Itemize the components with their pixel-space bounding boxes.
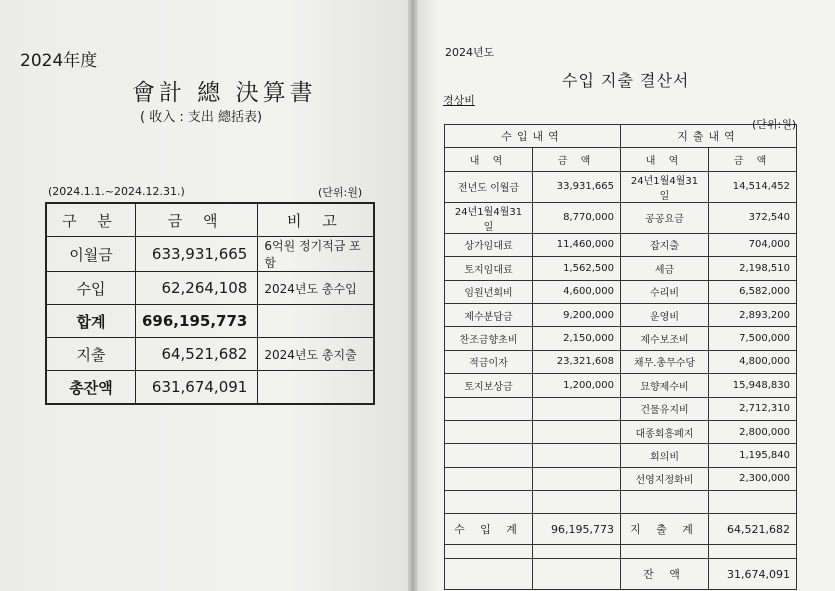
- income-amount: 8,770,000: [533, 202, 621, 233]
- income-amount: 33,931,665: [533, 171, 621, 202]
- expense-amount: 372,540: [709, 202, 797, 233]
- expense-item: 채무.총무수당: [621, 350, 709, 373]
- expense-amount: 2,198,510: [709, 257, 797, 280]
- summary-header-row: [46, 203, 374, 237]
- income-item: [445, 491, 533, 514]
- right-year: 2024년도: [445, 46, 495, 59]
- detail-row: [445, 280, 797, 303]
- book-gutter: [408, 0, 418, 591]
- expense-item: 대종회흥폐지: [621, 420, 709, 443]
- summary-row: [46, 338, 374, 371]
- income-amount: [533, 397, 621, 420]
- income-amount: 4,600,000: [533, 280, 621, 303]
- income-amount: [533, 420, 621, 443]
- income-item: 토지임대료: [445, 257, 533, 280]
- row-amount: 64,521,682: [136, 338, 258, 371]
- detail-row: [445, 444, 797, 467]
- expense-item: 운영비: [621, 303, 709, 326]
- detail-row: [445, 327, 797, 350]
- detail-row: [445, 420, 797, 443]
- income-amount-header: 금 액: [533, 148, 621, 171]
- income-amount: [533, 467, 621, 490]
- left-unit: (단위:원): [318, 186, 363, 199]
- income-total-label: 수 입 계: [445, 514, 533, 545]
- expense-amount-header: 금 액: [709, 148, 797, 171]
- expense-item: 세금: [621, 257, 709, 280]
- row-label: 총잔액: [46, 371, 136, 405]
- expense-amount: 2,800,000: [709, 420, 797, 443]
- detail-row: [445, 374, 797, 397]
- row-label: 합계: [46, 305, 136, 338]
- expense-item: 건물유지비: [621, 397, 709, 420]
- expense-item: 수리비: [621, 280, 709, 303]
- empty-cell: [533, 545, 621, 559]
- empty-cell: [445, 545, 533, 559]
- expense-amount: 15,948,830: [709, 374, 797, 397]
- income-item: 24년1월4월31일: [445, 202, 533, 233]
- expense-item-header: 내 역: [621, 148, 709, 171]
- detail-row: [445, 202, 797, 233]
- expense-amount: 7,500,000: [709, 327, 797, 350]
- left-subtitle: ( 收入 : 支出 總括表): [140, 110, 263, 125]
- row-note: 2024년도 총수입: [258, 272, 375, 305]
- income-item: 전년도 이월금: [445, 171, 533, 202]
- row-note: [258, 371, 375, 405]
- expense-amount: 2,300,000: [709, 467, 797, 490]
- expense-amount: [709, 491, 797, 514]
- row-label: 이월금: [46, 237, 136, 272]
- expense-total-label: 지 출 계: [621, 514, 709, 545]
- detail-row: [445, 171, 797, 202]
- income-amount: 23,321,608: [533, 350, 621, 373]
- income-amount: [533, 491, 621, 514]
- row-note: [258, 305, 375, 338]
- expense-item: 공공요금: [621, 202, 709, 233]
- income-item: 찬조금향초비: [445, 327, 533, 350]
- detail-table: [444, 124, 797, 590]
- balance-value: 31,674,091: [709, 559, 797, 590]
- summary-row: [46, 371, 374, 405]
- detail-spacer-row: [445, 545, 797, 559]
- expense-amount: 704,000: [709, 233, 797, 256]
- detail-row: [445, 303, 797, 326]
- income-item: 토지보상금: [445, 374, 533, 397]
- detail-row: [445, 350, 797, 373]
- expense-item: 묘향제수비: [621, 374, 709, 397]
- empty-cell: [533, 559, 621, 590]
- empty-cell: [445, 559, 533, 590]
- income-total: 96,195,773: [533, 514, 621, 545]
- row-amount: 631,674,091: [136, 371, 258, 405]
- expense-item: 24년1월4월31일: [621, 171, 709, 202]
- expense-item: 제수보조비: [621, 327, 709, 350]
- income-header: 수입내역: [445, 125, 621, 148]
- row-label: 지출: [46, 338, 136, 371]
- expense-item: [621, 491, 709, 514]
- left-year: 2024年度: [20, 51, 98, 71]
- income-item: [445, 420, 533, 443]
- right-tag: 경상비: [443, 94, 475, 107]
- header-amount: 금 액: [136, 203, 258, 237]
- row-amount: 696,195,773: [136, 305, 258, 338]
- income-amount: [533, 444, 621, 467]
- income-item: 제수분담금: [445, 303, 533, 326]
- expense-item: 회의비: [621, 444, 709, 467]
- income-item-header: 내 역: [445, 148, 533, 171]
- right-unit: (단위:원): [752, 118, 797, 131]
- detail-row: [445, 257, 797, 280]
- expense-amount: 2,712,310: [709, 397, 797, 420]
- row-amount: 633,931,665: [136, 237, 258, 272]
- expense-amount: 4,800,000: [709, 350, 797, 373]
- income-item: 적금이자: [445, 350, 533, 373]
- header-note: 비 고: [258, 203, 375, 237]
- detail-row: [445, 467, 797, 490]
- income-amount: 1,562,500: [533, 257, 621, 280]
- summary-row: [46, 237, 374, 272]
- summary-table: [45, 202, 375, 405]
- detail-balance-row: [445, 559, 797, 590]
- expense-amount: 6,582,000: [709, 280, 797, 303]
- empty-cell: [621, 545, 709, 559]
- detail-section-header-row: [445, 125, 797, 148]
- left-period: (2024.1.1.~2024.12.31.): [48, 185, 185, 198]
- empty-cell: [709, 545, 797, 559]
- detail-total-row: [445, 514, 797, 545]
- row-label: 수입: [46, 272, 136, 305]
- income-amount: 2,150,000: [533, 327, 621, 350]
- right-title: 수입 지출 결산서: [562, 71, 690, 90]
- left-title: 會計 總 決算書: [132, 80, 317, 106]
- expense-amount: 2,893,200: [709, 303, 797, 326]
- detail-sub-header-row: [445, 148, 797, 171]
- expense-item: 잡지출: [621, 233, 709, 256]
- expense-amount: 14,514,452: [709, 171, 797, 202]
- income-item: [445, 467, 533, 490]
- row-note: 6억원 정기적금 포함: [258, 237, 375, 272]
- summary-row: [46, 305, 374, 338]
- income-item: 상가임대료: [445, 233, 533, 256]
- expense-amount: 1,195,840: [709, 444, 797, 467]
- income-item: [445, 444, 533, 467]
- expense-item: 선영지정화비: [621, 467, 709, 490]
- detail-row: [445, 397, 797, 420]
- header-category: 구 분: [46, 203, 136, 237]
- income-amount: 11,460,000: [533, 233, 621, 256]
- income-item: [445, 397, 533, 420]
- expense-total: 64,521,682: [709, 514, 797, 545]
- income-amount: 9,200,000: [533, 303, 621, 326]
- detail-row: [445, 491, 797, 514]
- detail-row: [445, 233, 797, 256]
- expense-header: 지출내역: [621, 125, 797, 148]
- balance-label: 잔 액: [621, 559, 709, 590]
- row-note: 2024년도 총지출: [258, 338, 375, 371]
- summary-row: [46, 272, 374, 305]
- row-amount: 62,264,108: [136, 272, 258, 305]
- income-item: 임원년회비: [445, 280, 533, 303]
- income-amount: 1,200,000: [533, 374, 621, 397]
